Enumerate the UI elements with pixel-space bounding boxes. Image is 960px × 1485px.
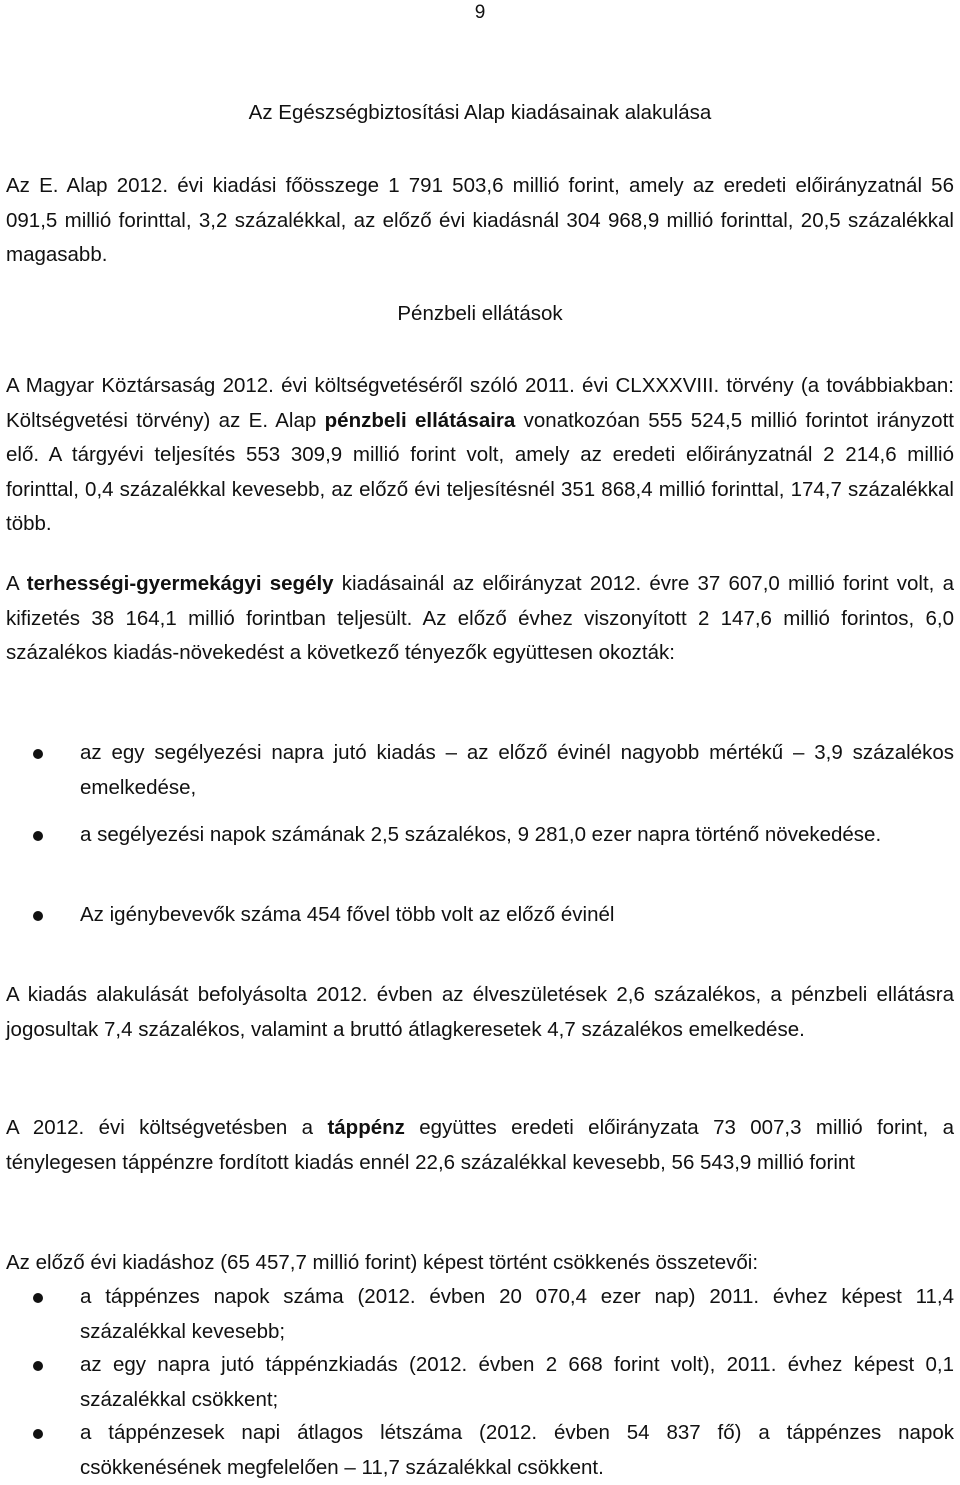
list-item-text: az egy napra jutó táppénzkiadás (2012. évben 2 668 forint volt), 2011. évhez képest 0,1 százalékkal csökkent;: [80, 1353, 954, 1411]
bold-term: táppénz: [327, 1116, 405, 1139]
paragraph-csokkenes: Az előző évi kiadáshoz (65 457,7 millió forint) képest történt csökkenés összetevői:: [6, 1251, 759, 1274]
list-item: [0, 1280, 954, 1349]
list-item-text: a táppénzes napok száma (2012. évben 20 070,4 ezer nap) 2011. évhez képest 11,4 százalékkal kevesebb;: [80, 1285, 954, 1343]
bullet-icon: [33, 831, 43, 841]
section-title: Pénzbeli ellátások: [397, 302, 563, 325]
paragraph-text: kiadásainál az előirányzat 2012. évre 37 607,0 millió forint volt, a kifizetés 38 164,1 millió forintban teljesült. Az előző évhez viszonyított 2 147,6 millió forintos, 6,0 százalékos kiadás-növekedést a következő tényezők együttesen okozták:: [6, 572, 954, 664]
paragraph-tappenz: [6, 1111, 954, 1180]
bold-term: terhességi-gyermekágyi segély: [26, 572, 334, 595]
list-item: [0, 818, 954, 853]
list-item-text: a táppénzesek napi átlagos létszáma (2012. évben 54 837 fő) a táppénzes napok csökkenésének megfelelően – 11,7 százalékkal csökkent.: [80, 1421, 954, 1479]
bullet-icon: [33, 1429, 43, 1439]
list-item: [0, 1348, 954, 1417]
intro-paragraph: Az E. Alap 2012. évi kiadási főösszege 1 791 503,6 millió forint, amely az eredeti előirányzatnál 56 091,5 millió forinttal, 3,2 százalékkal, az előző évi kiadásnál 304 968,9 millió forinttal, 20,5 százalékkal magasabb.: [6, 174, 954, 266]
paragraph-terhessegi: [6, 567, 954, 671]
list-item-text: a segélyezési napok számának 2,5 százalékos, 9 281,0 ezer napra történő növekedése.: [80, 823, 882, 846]
bullet-icon: [33, 1361, 43, 1371]
paragraph-text: A: [6, 572, 27, 595]
list-item-text: Az igénybevevők száma 454 fővel több volt az előző évinél: [80, 903, 615, 926]
bullet-icon: [33, 911, 43, 921]
list-item: [0, 736, 954, 805]
list-item: [0, 898, 954, 933]
paragraph-kiadas-alakulasa: A kiadás alakulását befolyásolta 2012. évben az élveszületések 2,6 százalékos, a pénzbeli ellátásra jogosultak 7,4 százalékos, valamint a bruttó átlagkeresetek 4,7 százalékos emelkedése.: [6, 983, 954, 1041]
page-number: 9: [474, 2, 486, 23]
paragraph-penzbeli: [6, 369, 954, 542]
bullet-icon: [33, 1293, 43, 1303]
paragraph-text: A Magyar Köztársaság 2012. évi költségvetéséről szóló 2011. évi CLXXXVIII. törvény (a továbbiakban: Költségvetési törvény) az E. Alap: [6, 374, 954, 432]
paragraph-text: A 2012. évi költségvetésben a: [6, 1116, 328, 1139]
bold-term: pénzbeli ellátásaira: [324, 408, 516, 432]
bullet-icon: [33, 749, 43, 759]
list-item-text: az egy segélyezési napra jutó kiadás – az előző évinél nagyobb mértékű – 3,9 százalékos emelkedése,: [80, 741, 954, 799]
list-item: [0, 1416, 954, 1485]
paragraph-text: együttes eredeti előirányzata 73 007,3 millió forint, a ténylegesen táppénzre fordított kiadás ennél 22,6 százalékkal kevesebb, 56 543,9 millió forint: [6, 1116, 954, 1174]
paragraph-text: vonatkozóan 555 524,5 millió forintot irányzott elő. A tárgyévi teljesítés 553 309,9 millió forint volt, amely az eredeti előirányzatnál 2 214,6 millió forinttal, 0,4 százalékkal kevesebb, az előző évi teljesítésnél 351 868,4 millió forinttal, 174,7 százalékkal több.: [6, 408, 954, 535]
page-title: Az Egészségbiztosítási Alap kiadásainak alakulása: [248, 101, 712, 124]
